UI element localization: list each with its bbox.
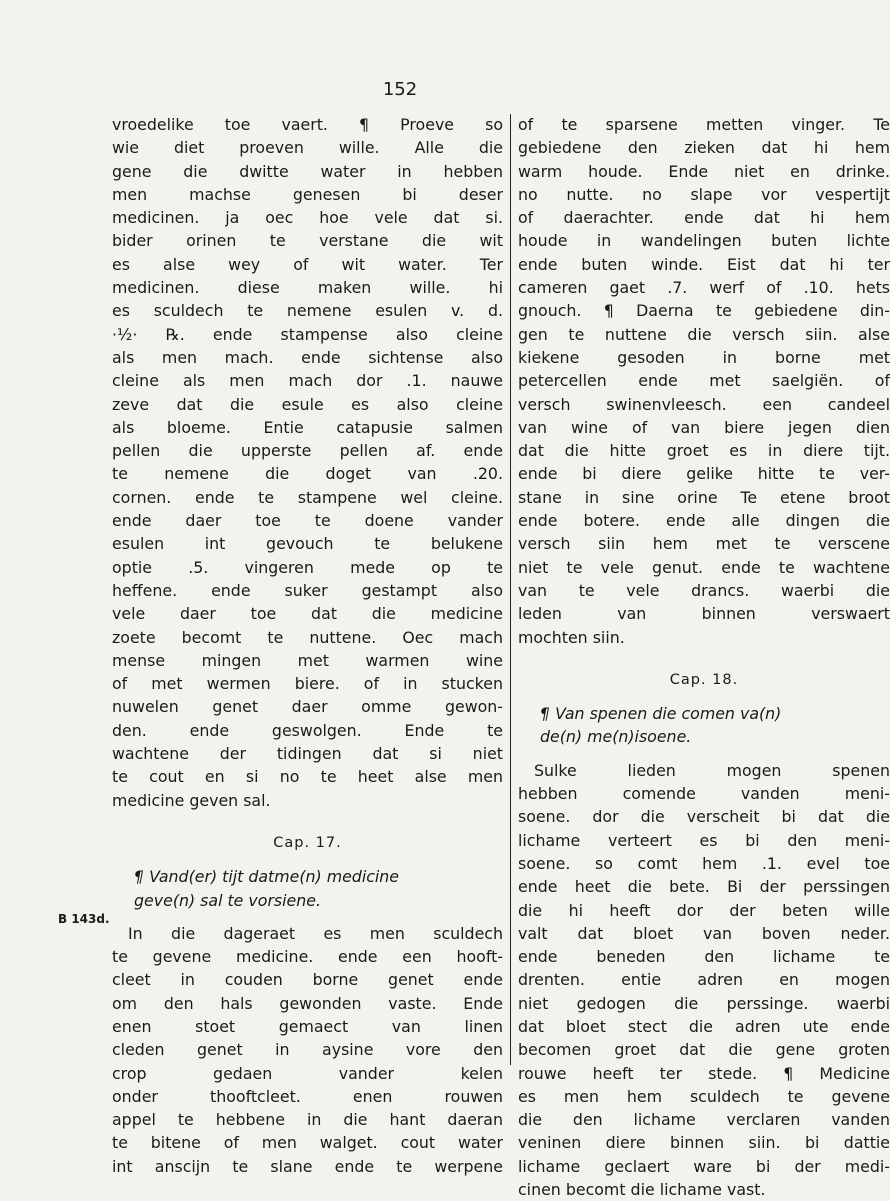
- text-line: ende heet die bete. Bi der perssingen: [518, 877, 890, 897]
- text-line: cinen becomt die lichame vast.: [518, 1180, 766, 1200]
- text-line: cameren gaet .7. werf of .10. hets: [518, 278, 890, 298]
- text-line: nuwelen genet daer omme gewon-: [112, 697, 503, 717]
- text-line: vele daer toe dat die medicine: [112, 604, 503, 624]
- text-line: crop gedaen vander kelen: [112, 1063, 503, 1083]
- text-line: die hi heeft dor der beten wille: [518, 900, 890, 920]
- text-line: soene. dor die verscheit bi dat die: [518, 807, 890, 827]
- text-line: soene. so comt hem .1. evel toe: [518, 853, 890, 873]
- text-line: of daerachter. ende dat hi hem: [518, 208, 890, 228]
- chapter-heading: Cap. 18.: [669, 671, 739, 688]
- text-line: dat bloet stect die adren ute ende: [518, 1016, 890, 1036]
- text-line: ende buten winde. Eist dat hi ter: [518, 254, 890, 274]
- chapter-title: ¶ Vand(er) tijt datme(n) medicine: [134, 867, 400, 887]
- text-line: drenten. entie adren en mogen: [518, 970, 890, 990]
- text-line: te cout en si no te heet alse men: [112, 767, 503, 787]
- text-line: om den hals gewonden vaste. Ende: [112, 993, 503, 1013]
- chapter-title: de(n) me(n)isoene.: [540, 727, 692, 747]
- left-column: [112, 113, 503, 1178]
- text-line: ·½· ℞. ende stampense also cleine: [112, 324, 503, 344]
- text-line: valt dat bloet van boven neder.: [518, 923, 890, 943]
- text-line: onder thooftcleet. enen rouwen: [112, 1086, 503, 1106]
- text-line: optie .5. vingeren mede op te: [112, 557, 503, 577]
- text-line: vroedelike toe vaert. ¶ Proeve so: [112, 115, 503, 134]
- text-line: cornen. ende te stampene wel cleine.: [112, 487, 503, 507]
- text-line: no nutte. no slape vor vespertijt: [518, 184, 890, 204]
- text-line: te bitene of men walget. cout water: [112, 1133, 503, 1153]
- text-line: lichame verteert es bi den meni-: [518, 830, 890, 850]
- text-line: te gevene medicine. ende een hooft-: [112, 947, 503, 967]
- text-line: esulen int gevouch te belukene: [112, 534, 503, 554]
- text-line: houde in wandelingen buten lichte: [518, 231, 890, 251]
- text-line: men machse genesen bi deser: [112, 184, 503, 204]
- text-line: versch siin hem met te verscene: [518, 534, 890, 554]
- text-line: wie diet proeven wille. Alle die: [112, 138, 503, 158]
- text-line: hebben comende vanden meni-: [518, 784, 890, 804]
- text-line: van wine of van biere jegen dien: [518, 417, 890, 437]
- text-line: mense mingen met warmen wine: [112, 650, 503, 670]
- text-line: ende daer toe te doene vander: [112, 511, 503, 531]
- margin-note: B 143d.: [58, 912, 110, 926]
- chapter-heading: Cap. 17.: [273, 834, 342, 851]
- text-line: In die dageraet es men sculdech: [128, 923, 503, 943]
- text-line: als men mach. ende sichtense also: [112, 347, 503, 367]
- text-line: gene die dwitte water in hebben: [112, 161, 503, 181]
- right-column: [518, 113, 890, 1201]
- text-line: cleet in couden borne genet ende: [112, 970, 503, 990]
- text-line: veninen diere binnen siin. bi dattie: [518, 1133, 890, 1153]
- text-line: als bloeme. Entie catapusie salmen: [112, 417, 503, 437]
- chapter-title: geve(n) sal te vorsiene.: [134, 890, 322, 910]
- text-line: van te vele drancs. waerbi die: [518, 580, 890, 600]
- text-line: ende botere. ende alle dingen die: [518, 511, 890, 531]
- text-line: stane in sine orine Te etene broot: [518, 487, 890, 507]
- text-line: petercellen ende met saelgiën. of: [518, 371, 890, 391]
- text-line: den. ende geswolgen. Ende te: [112, 720, 503, 740]
- text-line: rouwe heeft ter stede. ¶ Medicine: [518, 1063, 890, 1083]
- text-line: enen stoet gemaect van linen: [112, 1016, 503, 1036]
- text-line: niet te vele genut. ende te wachtene: [518, 557, 890, 577]
- text-line: te nemene die doget van .20.: [112, 464, 503, 484]
- text-line: ende bi diere gelike hitte te ver-: [518, 464, 890, 484]
- text-line: heffene. ende suker gestampt also: [112, 580, 503, 600]
- text-line: zoete becomt te nuttene. Oec mach: [112, 627, 503, 647]
- text-line: dat die hitte groet es in diere tijt.: [518, 441, 890, 461]
- text-line: warm houde. Ende niet en drinke.: [518, 161, 890, 181]
- text-line: kiekene gesoden in borne met: [518, 347, 890, 367]
- text-line: die den lichame verclaren vanden: [518, 1110, 890, 1130]
- text-line: cleden genet in aysine vore den: [112, 1040, 503, 1060]
- text-line: gnouch. ¶ Daerna te gebiedene din-: [518, 301, 890, 321]
- text-line: pellen die upperste pellen af. ende: [112, 441, 503, 461]
- text-line: niet gedogen die perssinge. waerbi: [518, 993, 890, 1013]
- text-line: medicinen. ja oec hoe vele dat si.: [112, 208, 503, 228]
- chapter-title: ¶ Van spenen die comen va(n): [540, 704, 782, 724]
- column-divider: [510, 114, 511, 1065]
- text-line: zeve dat die esule es also cleine: [112, 394, 503, 414]
- text-line: of met wermen biere. of in stucken: [112, 674, 503, 694]
- text-line: medicinen. diese maken wille. hi: [112, 278, 503, 298]
- text-line: Sulke lieden mogen spenen: [534, 760, 890, 780]
- page-number: 152: [382, 79, 418, 100]
- text-line: leden van binnen verswaert: [518, 604, 890, 624]
- text-line: es sculdech te nemene esulen v. d.: [112, 301, 503, 321]
- text-line: int anscijn te slane ende te werpene: [112, 1156, 503, 1176]
- text-line: cleine als men mach dor .1. nauwe: [112, 371, 503, 391]
- text-line: appel te hebbene in die hant daeran: [112, 1110, 503, 1130]
- text-line: es alse wey of wit water. Ter: [112, 254, 503, 274]
- text-line: wachtene der tidingen dat si niet: [112, 744, 503, 764]
- text-line: medicine geven sal.: [112, 790, 271, 810]
- text-line: versch swinenvleesch. een candeel: [518, 394, 890, 414]
- text-line: gen te nuttene die versch siin. alse: [518, 324, 890, 344]
- text-line: of te sparsene metten vinger. Te: [518, 115, 890, 134]
- text-line: bider orinen te verstane die wit: [112, 231, 503, 251]
- text-line: es men hem sculdech te gevene: [518, 1086, 890, 1106]
- text-line: ende beneden den lichame te: [518, 947, 890, 967]
- text-line: mochten siin.: [518, 627, 625, 647]
- text-line: becomen groet dat die gene groten: [518, 1040, 890, 1060]
- text-line: gebiedene den zieken dat hi hem: [518, 138, 890, 158]
- text-line: lichame geclaert ware bi der medi-: [518, 1156, 890, 1176]
